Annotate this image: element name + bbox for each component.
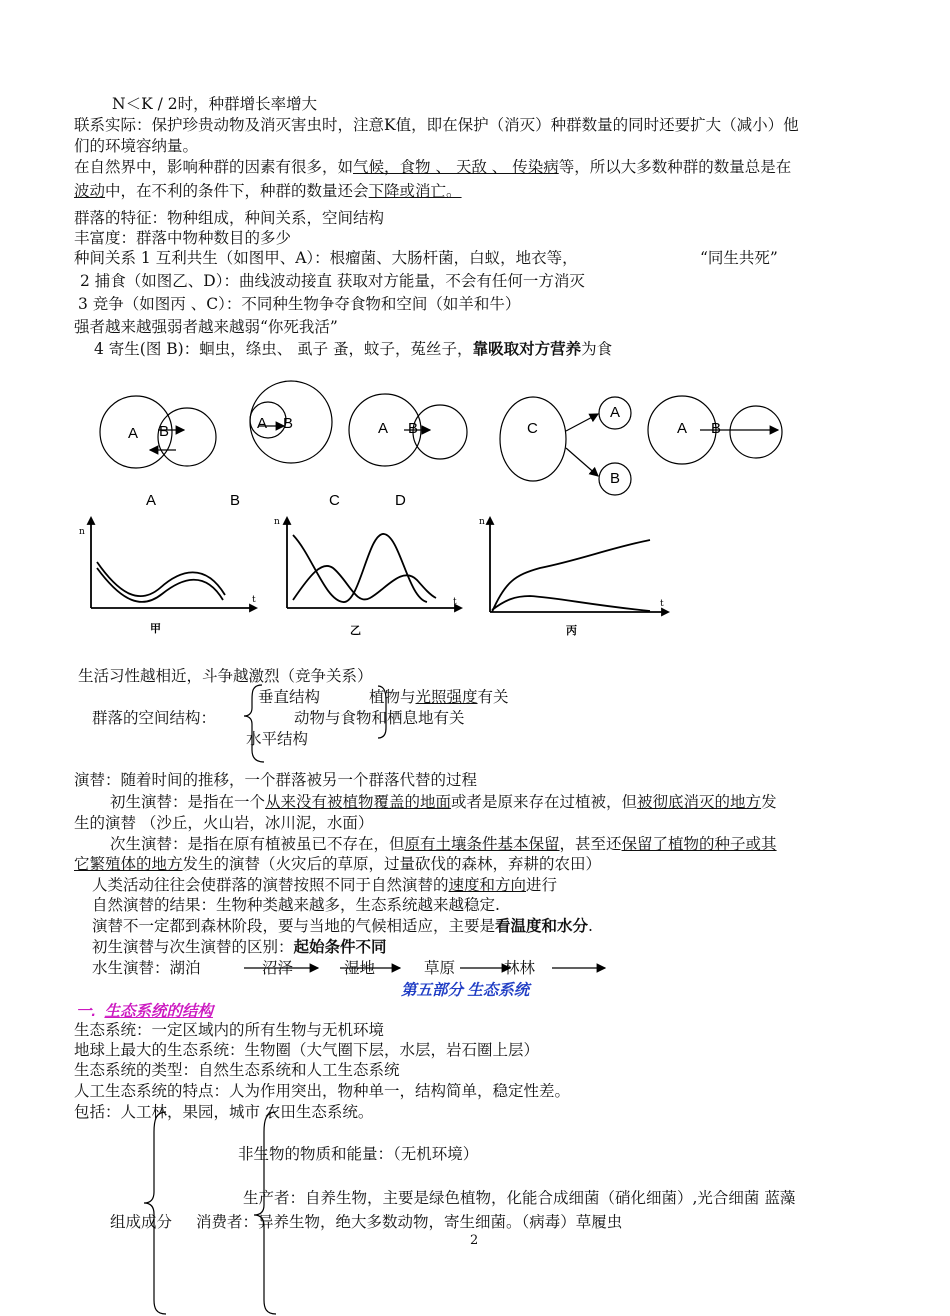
vertical-structure: 垂直结构 (258, 688, 321, 706)
line-mutualism-quote: “同生共死” (700, 249, 778, 267)
line-community-features: 群落的特征：物种组成，种间关系，空间结构 (74, 209, 385, 227)
underlined-soil: 原有土壤条件基本保留 (404, 835, 560, 853)
competition-note: 生活习性越相近，斗争越激烈（竞争关系） (78, 667, 373, 685)
graph-caption-yi: 乙 (350, 624, 361, 637)
circle-label: B (159, 423, 170, 440)
ecosystem-types: 生态系统的类型：自然生态系统和人工生态系统 (74, 1061, 400, 1079)
axis-label-t: t (660, 599, 664, 609)
vertical-animal: 动物与食物和栖息地有关 (294, 709, 465, 727)
brace-outer (144, 1112, 166, 1314)
bold-starting-conditions: 起始条件不同 (293, 938, 387, 956)
underlined-never-covered: 从来没有被植物覆盖的地面 (265, 793, 452, 811)
underlined-factors: 气候，食物 、 天敌 、 传染病 (353, 158, 559, 176)
underlined-fluctuation: 波动 (74, 182, 106, 200)
text: 有关 (477, 688, 509, 706)
line-practical-2: 们的环境容纳量。 (74, 137, 199, 155)
underlined-light: 光照强度 (415, 688, 478, 706)
axis-label-t: t (252, 595, 256, 605)
axis-label-t: t (453, 597, 457, 607)
text: 中，在不利的条件下，种群的数量还会 (105, 182, 369, 200)
line-predation: 2 捕食（如图乙、D）：曲线波动接直 获取对方能量，不会有任何一方消灭 (80, 272, 585, 290)
axis-label-n: n (79, 527, 85, 537)
bold-temp-water: 看温度和水分 (495, 917, 589, 935)
text: 发 (761, 793, 777, 811)
text: 进行 (526, 876, 558, 894)
text: 初生演替与次生演替的区别： (92, 938, 294, 956)
text: 为食 (581, 340, 613, 358)
text: 植物与 (369, 688, 416, 706)
text: 在自然界中，影响种群的因素有很多，如 (74, 158, 354, 176)
text: 初生演替：是指在一个 (110, 793, 266, 811)
succession-result: 自然演替的结果：生物种类越来越多，生态系统越来越稳定. (92, 896, 500, 914)
section-number: 一. (76, 1003, 96, 1020)
axis-label-n: n (274, 517, 280, 527)
artificial-features: 人工生态系统的特点：人为作用突出，物种单一，结构简单，稳定性差。 (74, 1082, 571, 1100)
line-practical-1: 联系实际：保护珍贵动物及消灭害虫时，注意K值，即在保护（消灭）种群数量的同时还要扩大（减小）他 (74, 116, 799, 134)
text: ，甚至还 (559, 835, 622, 853)
line-strong-weak: 强者越来越强弱者越来越弱“你死我活” (74, 318, 338, 336)
artificial-includes: 包括：人工林，果园，城市 农田生态系统。 (74, 1103, 374, 1121)
circle-label: C (527, 420, 538, 437)
circle-label: A (378, 420, 389, 437)
water-stage-grassland: 草原 (424, 959, 456, 977)
text: 或者是原来存在过植被，但 (451, 793, 638, 811)
text: 人类活动往往会使群落的演替按照不同于自然演替的 (92, 876, 449, 894)
circle-label: B (711, 420, 722, 437)
text: 发生的演替（火灾后的草原，过量砍伐的森林，弃耕的农田） (182, 855, 602, 873)
page-number: 2 (470, 1233, 479, 1248)
succession-definition: 演替：随着时间的推移，一个群落被另一个群落代替的过程 (74, 771, 478, 789)
circle-label: B (610, 470, 621, 487)
brace-inner (254, 1112, 276, 1314)
graph-caption-bing: 丙 (566, 624, 577, 637)
underlined-speed-direction: 速度和方向 (448, 876, 527, 894)
water-succession-label: 水生演替：湖泊 (92, 959, 201, 977)
text: 种间关系 1 互利共生（如图甲、A）：根瘤菌、大肠杆菌，白蚁，地衣等， (74, 249, 578, 267)
ecosystem-definition: 生态系统：一定区域内的所有生物与无机环境 (74, 1021, 385, 1039)
water-stage-forest: 林林 (504, 959, 536, 977)
abiotic-component: 非生物的物质和能量：（无机环境） (238, 1145, 479, 1163)
axis-label-n: n (479, 517, 485, 527)
graph-caption-jia: 甲 (150, 622, 161, 635)
water-stage-wetland: 湿地 (344, 959, 376, 977)
circle-label: A (610, 404, 621, 421)
circle-label: A (128, 425, 139, 442)
text: 次生演替：是指在原有植被虽已不存在，但 (110, 835, 405, 853)
line-richness: 丰富度：群落中物种数目的多少 (74, 229, 292, 247)
underlined-destroyed: 被彻底消灭的地方 (637, 793, 762, 811)
consumer-component: 消费者：异养生物，绝大多数动物，寄生细菌。（病毒）草履虫 (196, 1213, 623, 1231)
text: 4 寄生(图 B)：蛔虫，绦虫、 虱子 蚤，蚊子，菟丝子， (94, 340, 473, 358)
text: 演替不一定都到森林阶段，要与当地的气候相适应，主要是 (92, 917, 496, 935)
diagram-caption-b: B (230, 492, 241, 509)
circle-label: B (283, 415, 294, 432)
line-competition: 3 竞争（如图丙 、C）：不同种生物争夺食物和空间（如羊和牛） (78, 295, 521, 313)
water-stage-marsh: 沼泽 (262, 959, 294, 977)
circle-label: B (408, 420, 419, 437)
circle-label: A (677, 420, 688, 437)
largest-ecosystem: 地球上最大的生态系统：生物圈（大气圈下层，水层，岩石圈上层） (74, 1041, 540, 1059)
bold-nutrition: 靠吸取对方营养 (472, 340, 582, 358)
composition-label: 组成成分 (110, 1213, 173, 1231)
text: 等，所以大多数种群的数量总是在 (558, 158, 792, 176)
diagram-caption-c: C (329, 492, 340, 509)
circle-label: A (257, 415, 268, 432)
horizontal-structure: 水平结构 (246, 730, 309, 748)
diagram-caption-d: D (395, 492, 406, 509)
section-title: 生态系统的结构 (104, 1003, 213, 1020)
producer-component: 生产者：自养生物，主要是绿色植物，化能合成细菌（硝化细菌）,光合细菌 蓝藻 (243, 1189, 796, 1207)
underlined-decline: 下降或消亡。 (368, 182, 462, 200)
text: . (588, 917, 593, 935)
line-n-less-k: N＜K / 2时，种群增长率增大 (112, 95, 318, 113)
part-five-title: 第五部分 生态系统 (401, 982, 530, 999)
underlined-propagule: 它繁殖体的地方 (74, 855, 183, 873)
spatial-structure-label: 群落的空间结构： (92, 709, 217, 727)
underlined-seeds: 保留了植物的种子或其 (621, 835, 777, 853)
primary-succession-2: 生的演替 （沙丘，火山岩，冰川泥，水面） (74, 814, 374, 832)
diagram-caption-a: A (146, 492, 157, 509)
